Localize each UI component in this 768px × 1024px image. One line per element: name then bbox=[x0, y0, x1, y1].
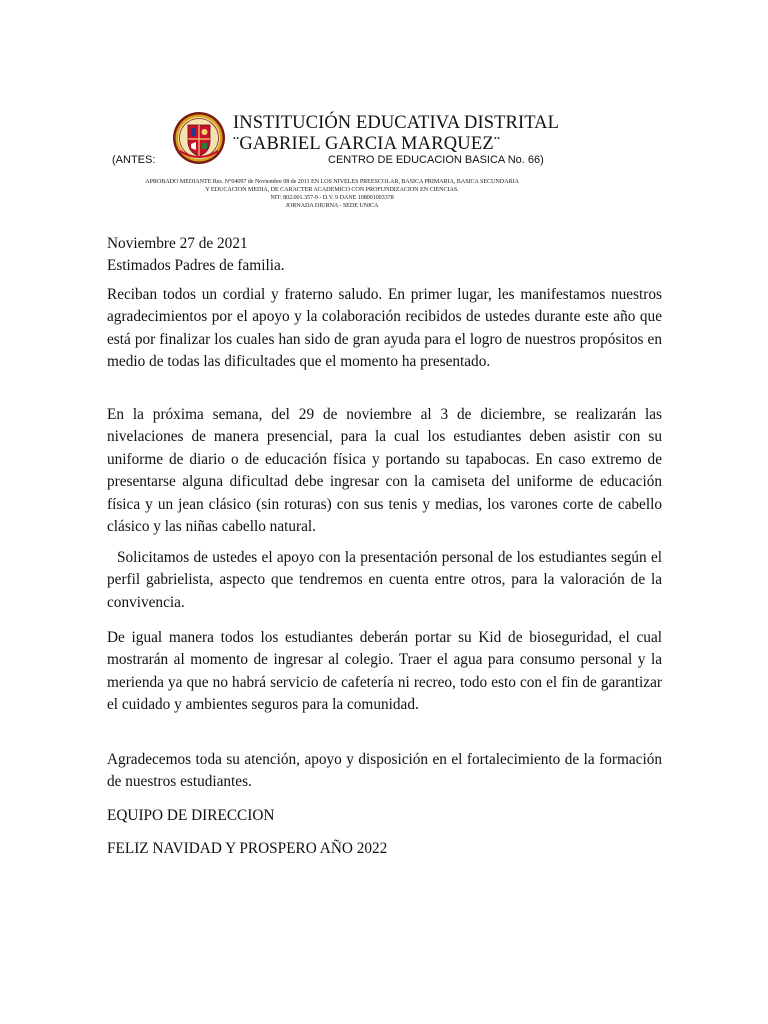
legal-line: JORNADA DIURNA - SEDE UNICA bbox=[285, 202, 379, 209]
legal-line: APROBADO MEDIANTE Res. N°04097 de Noviembre 08 de 2011 EN LOS NIVELES PREESCOLAR, BASICA PRIMARIA, BASICA SECUNDARIA bbox=[145, 178, 519, 185]
closing-greeting: FELIZ NAVIDAD Y PROSPERO AÑO 2022 bbox=[107, 840, 388, 857]
legal-line: Y EDUCACION MEDIA, DE CARACTER ACADEMICO CON PROFUNDIZACION EN CIENCIAS. bbox=[205, 186, 459, 193]
institution-name: INSTITUCIÓN EDUCATIVA DISTRITAL bbox=[233, 113, 560, 133]
paragraph-nivelaciones: En la próxima semana, del 29 de noviembre al 3 de diciembre, se realizarán las nivelaciones de manera presencial, para la cual los estudiantes deben asistir con su uniforme de diario o de educación física y portando su tapabocas. En caso extremo de presentarse alguna dificultad debe ingresar con la camiseta del uniforme de educación física y un jean clásico (sin roturas) con sus tenis y medias, los varones corte de cabello clásico y las niñas cabello natural. bbox=[107, 406, 662, 536]
signature: EQUIPO DE DIRECCION bbox=[107, 807, 275, 824]
letter-greeting: Estimados Padres de familia. bbox=[107, 257, 285, 274]
paragraph-gratitude: Reciban todos un cordial y fraterno saludo. En primer lugar, les manifestamos nuestros agradecimientos por el apoyo y la colaboración recibidos de ustedes durante este año que está por finalizar los cuales han sido de gran ayuda para el logro de nuestros propósitos en medio de todas las dificultades que el momento ha presentado. bbox=[107, 286, 662, 371]
paragraph-agradecimiento: Agradecemos toda su atención, apoyo y disposición en el fortalecimiento de la formación de nuestros estudiantes. bbox=[107, 751, 662, 791]
legal-line: NIT: 802.001.357-9 - D.V. 9 DANE 108001003378 bbox=[270, 194, 394, 201]
former-school-name: CENTRO DE EDUCACION BASICA No. 66) bbox=[328, 154, 544, 166]
paragraph-bioseguridad: De igual manera todos los estudiantes deberán portar su Kid de bioseguridad, el cual mostrarán al momento de ingresar al colegio. Traer el agua para consumo personal y la merienda ya que no habrá servicio de cafetería ni recreo, todo esto con el fin de garantizar el cuidado y ambientes seguros para la comunidad. bbox=[107, 629, 662, 714]
paragraph-presentacion-personal: Solicitamos de ustedes el apoyo con la presentación personal de los estudiantes según el perfil gabrielista, aspecto que tendremos en cuenta entre otros, para la valoración de la convivencia. bbox=[107, 549, 662, 611]
letter-date: Noviembre 27 de 2021 bbox=[107, 235, 248, 252]
legal-approval-block bbox=[104, 178, 560, 210]
school-name: ¨GABRIEL GARCIA MARQUEZ¨ bbox=[233, 134, 501, 154]
school-crest-logo bbox=[172, 111, 226, 165]
antes-label: (ANTES: bbox=[112, 154, 156, 166]
